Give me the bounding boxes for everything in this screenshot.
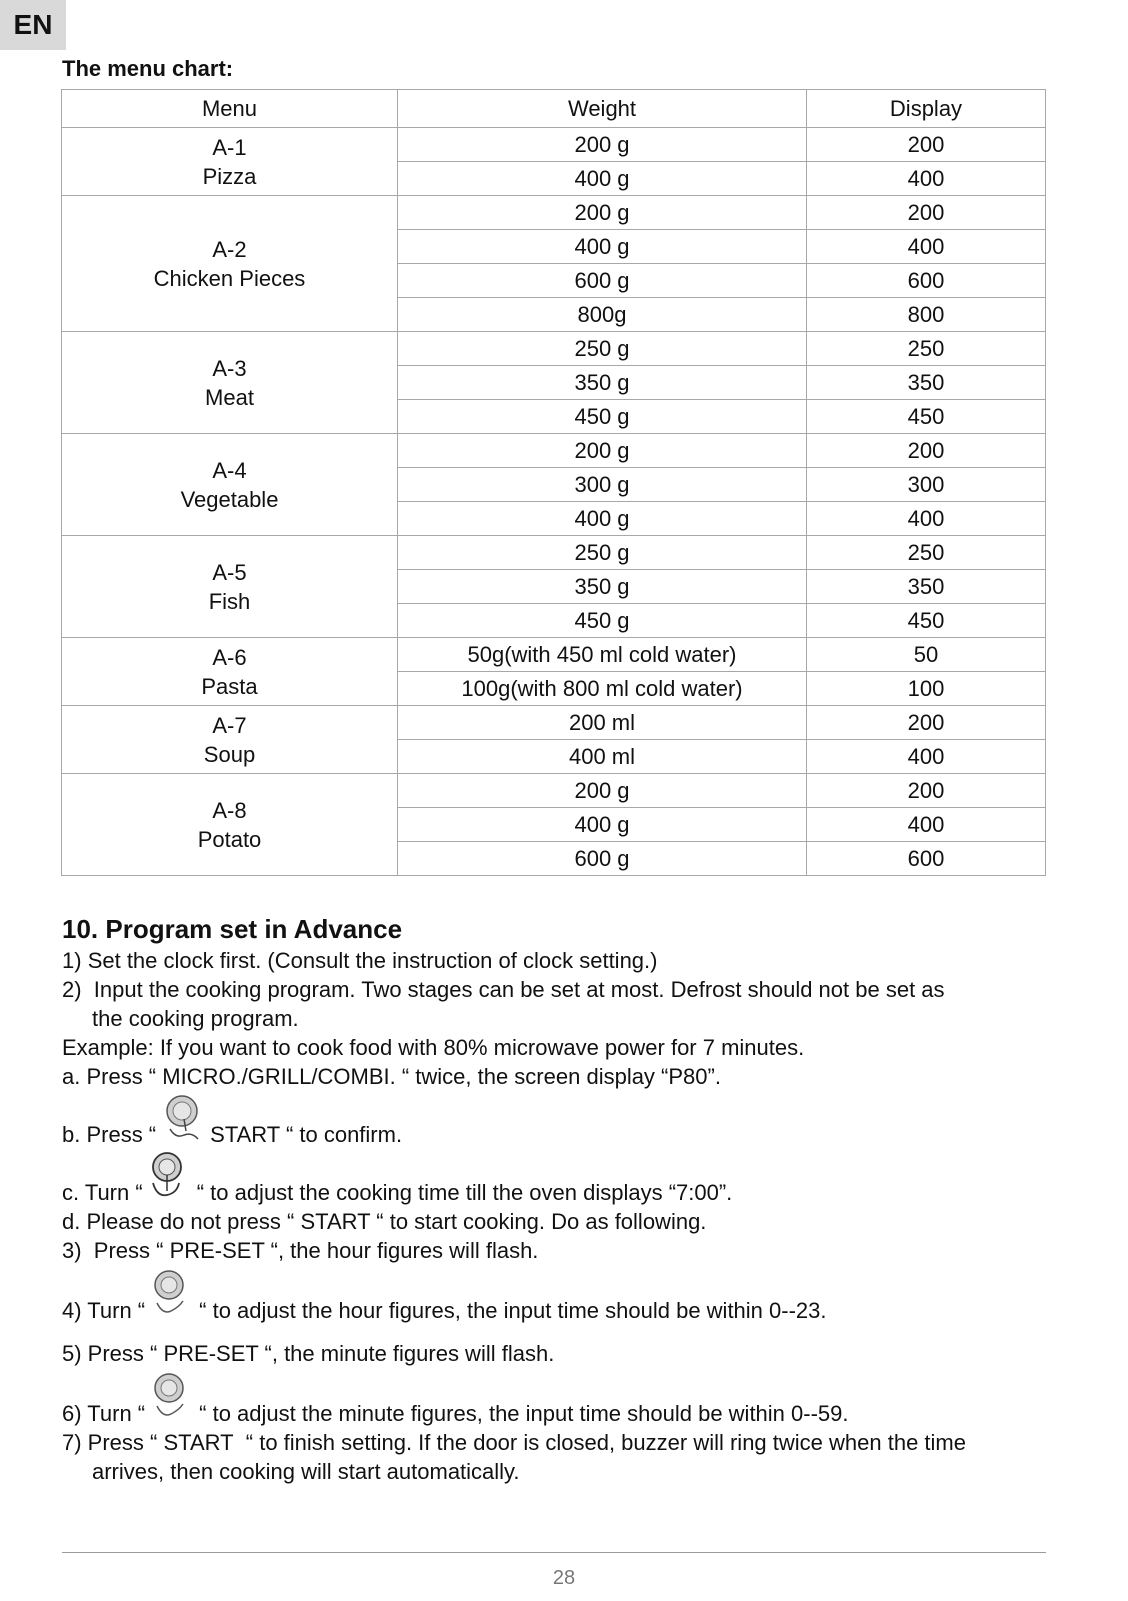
substep-c-prefix: c. Turn “ — [62, 1180, 143, 1205]
menu-cell — [62, 196, 398, 332]
knob-dial-icon — [149, 1267, 195, 1325]
weight-cell: 600 g — [398, 264, 807, 298]
weight-cell: 400 g — [398, 230, 807, 264]
menu-cell — [62, 536, 398, 638]
weight-cell: 100g(with 800 ml cold water) — [398, 672, 807, 706]
footer-divider — [62, 1552, 1046, 1553]
menu-code: A-1 — [212, 134, 247, 160]
column-header-weight: Weight — [398, 90, 807, 128]
weight-cell: 200 ml — [398, 706, 807, 740]
step-6-prefix: 6) Turn “ — [62, 1401, 146, 1426]
weight-cell: 600 g — [398, 842, 807, 876]
step-6-suffix: “ to adjust the minute figures, the input time should be within 0--59. — [199, 1401, 849, 1426]
menu-name: Soup — [203, 741, 256, 767]
table-body — [62, 128, 1046, 876]
table-row — [62, 128, 1046, 162]
step-6 — [62, 1368, 1072, 1428]
display-cell: 400 — [807, 740, 1046, 774]
step-2 — [62, 975, 1072, 1004]
step-2-continued: the cooking program. — [92, 1006, 299, 1031]
display-cell: 200 — [807, 434, 1046, 468]
page-number: 28 — [552, 1567, 576, 1589]
step-4-prefix: 4) Turn “ — [62, 1298, 146, 1323]
display-cell: 50 — [807, 638, 1046, 672]
substep-c-suffix: “ to adjust the cooking time till the oven displays “7:00”. — [196, 1180, 733, 1205]
step-4 — [62, 1265, 1072, 1325]
menu-cell — [62, 434, 398, 536]
weight-cell: 800g — [398, 298, 807, 332]
display-cell: 100 — [807, 672, 1046, 706]
weight-cell: 50g(with 450 ml cold water) — [398, 638, 807, 672]
substep-b-suffix: START “ to confirm. — [210, 1122, 403, 1147]
knob-dial-icon — [149, 1370, 195, 1428]
display-cell: 800 — [807, 298, 1046, 332]
step-7: 7) Press “ START “ to finish setting. If the door is closed, buzzer will ring twice when the time — [62, 1430, 966, 1455]
display-cell: 400 — [807, 162, 1046, 196]
table-row — [62, 434, 1046, 468]
knob-dial-icon — [147, 1149, 193, 1207]
program-section — [62, 913, 1072, 1486]
display-cell: 350 — [807, 366, 1046, 400]
step-2-number: 2) — [62, 977, 82, 1002]
menu-name: Chicken Pieces — [153, 265, 306, 291]
weight-cell: 200 g — [398, 774, 807, 808]
menu-code: A-2 — [212, 236, 247, 262]
language-tab: EN — [0, 0, 66, 50]
display-cell: 450 — [807, 604, 1046, 638]
section-heading: 10. Program set in Advance — [62, 914, 403, 944]
menu-name: Vegetable — [180, 486, 279, 512]
step-1-text: Set the clock first. (Consult the instruction of clock setting.) — [87, 948, 658, 973]
weight-cell: 200 g — [398, 128, 807, 162]
weight-cell: 450 g — [398, 400, 807, 434]
step-3: 3) Press “ PRE-SET “, the hour figures will flash. — [62, 1238, 539, 1263]
weight-cell: 450 g — [398, 604, 807, 638]
display-cell: 200 — [807, 128, 1046, 162]
step-4-suffix: “ to adjust the hour figures, the input time should be within 0--23. — [199, 1298, 827, 1323]
example-text: Example: If you want to cook food with 80% microwave power for 7 minutes. — [62, 1035, 805, 1060]
menu-name: Meat — [205, 384, 254, 410]
weight-cell: 300 g — [398, 468, 807, 502]
menu-name: Potato — [197, 826, 262, 852]
display-cell: 350 — [807, 570, 1046, 604]
weight-cell: 400 ml — [398, 740, 807, 774]
substep-a: a. Press “ MICRO./GRILL/COMBI. “ twice, the screen display “P80”. — [62, 1064, 721, 1089]
menu-code: A-3 — [212, 355, 247, 381]
menu-code: A-7 — [212, 712, 247, 738]
display-cell: 450 — [807, 400, 1046, 434]
menu-cell — [62, 706, 398, 774]
display-cell: 400 — [807, 230, 1046, 264]
menu-name: Pasta — [201, 673, 258, 699]
menu-cell — [62, 332, 398, 434]
step-5: 5) Press “ PRE-SET “, the minute figures will flash. — [62, 1341, 555, 1366]
menu-name: Pizza — [202, 163, 257, 189]
menu-code: A-4 — [212, 457, 247, 483]
weight-cell: 350 g — [398, 366, 807, 400]
weight-cell: 200 g — [398, 434, 807, 468]
weight-cell: 350 g — [398, 570, 807, 604]
step-2-text: Input the cooking program. Two stages can be set at most. Defrost should not be set as — [93, 977, 945, 1002]
menu-cell — [62, 638, 398, 706]
menu-name: Fish — [208, 588, 251, 614]
table-row — [62, 196, 1046, 230]
menu-chart-table — [61, 89, 1046, 876]
substep-d: d. Please do not press “ START “ to start cooking. Do as following. — [62, 1209, 707, 1234]
menu-cell — [62, 128, 398, 196]
weight-cell: 400 g — [398, 808, 807, 842]
column-header-display: Display — [807, 90, 1046, 128]
substep-b-prefix: b. Press “ — [62, 1122, 157, 1147]
step-1 — [62, 946, 1072, 975]
substep-c — [62, 1149, 1072, 1207]
display-cell: 300 — [807, 468, 1046, 502]
column-header-menu: Menu — [62, 90, 398, 128]
step-1-number: 1) — [62, 948, 82, 973]
substep-b — [62, 1091, 1072, 1149]
weight-cell: 250 g — [398, 332, 807, 366]
table-row — [62, 774, 1046, 808]
menu-code: A-8 — [212, 797, 247, 823]
display-cell: 250 — [807, 332, 1046, 366]
table-row — [62, 332, 1046, 366]
step-7-continued: arrives, then cooking will start automatically. — [92, 1459, 520, 1484]
display-cell: 250 — [807, 536, 1046, 570]
display-cell: 400 — [807, 808, 1046, 842]
display-cell: 200 — [807, 196, 1046, 230]
weight-cell: 400 g — [398, 162, 807, 196]
display-cell: 600 — [807, 264, 1046, 298]
table-row — [62, 536, 1046, 570]
table-header-row — [62, 90, 1046, 128]
display-cell: 600 — [807, 842, 1046, 876]
menu-code: A-5 — [212, 559, 247, 585]
chart-title: The menu chart: — [62, 56, 234, 81]
display-cell: 400 — [807, 502, 1046, 536]
weight-cell: 200 g — [398, 196, 807, 230]
press-knob-icon — [160, 1091, 206, 1149]
display-cell: 200 — [807, 706, 1046, 740]
weight-cell: 400 g — [398, 502, 807, 536]
menu-code: A-6 — [212, 644, 247, 670]
table-row — [62, 706, 1046, 740]
menu-cell — [62, 774, 398, 876]
display-cell: 200 — [807, 774, 1046, 808]
table-row — [62, 638, 1046, 672]
weight-cell: 250 g — [398, 536, 807, 570]
